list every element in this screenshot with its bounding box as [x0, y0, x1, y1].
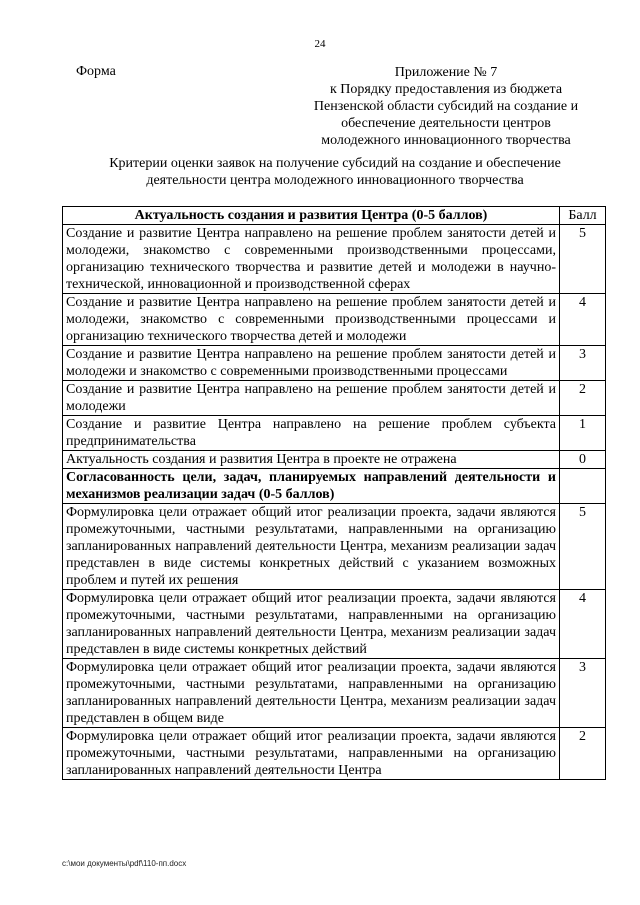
- criterion-score: 3: [560, 346, 606, 381]
- appendix-line: Пензенской области субсидий на создание и: [313, 99, 579, 114]
- criterion-text: Формулировка цели отражает общий итог реализации проекта, задачи являются промежуточными, частными результатами, направленными на организацию запланированных направлений деятельности Центра: [63, 728, 560, 780]
- table-row: [63, 294, 606, 346]
- criterion-text: Актуальность создания и развития Центра в проекте не отражена: [63, 451, 560, 469]
- appendix-line: молодежного инновационного творчества: [321, 133, 571, 148]
- criteria-table: [62, 206, 606, 780]
- page-number: 24: [314, 38, 326, 50]
- table-row: [63, 728, 606, 780]
- section-heading: Согласованность цели, задач, планируемых направлений деятельности и механизмов реализации задач (0-5 баллов): [63, 469, 560, 504]
- form-label: Форма: [76, 64, 116, 79]
- appendix-line: обеспечение деятельности центров: [341, 116, 551, 131]
- criterion-text: Создание и развитие Центра направлено на решение проблем занятости детей и молодежи, знакомство с современными производственными процессами, организацию технического творчества и развитие детей и молодежи в научно-технической, инновационной и производственной сферах: [63, 225, 560, 294]
- table-row: [63, 381, 606, 416]
- criterion-text: Формулировка цели отражает общий итог реализации проекта, задачи являются промежуточными, частными результатами, направленными на организацию запланированных направлений деятельности Центра, механизм реализации задач представлен в виде системы конкретных действий с указанием возможных проблем и путей их решения: [63, 504, 560, 590]
- criterion-score: 4: [560, 294, 606, 346]
- criterion-score: 2: [560, 381, 606, 416]
- table-row: [63, 504, 606, 590]
- criterion-score: 0: [560, 451, 606, 469]
- criterion-text: Создание и развитие Центра направлено на решение проблем занятости детей и молодежи: [63, 381, 560, 416]
- criterion-score: 2: [560, 728, 606, 780]
- criterion-text: Формулировка цели отражает общий итог реализации проекта, задачи являются промежуточными, частными результатами, направленными на организацию запланированных направлений деятельности Центра, механизм реализации задач представлен в общем виде: [63, 659, 560, 728]
- table-row: [63, 451, 606, 469]
- appendix-line: Приложение № 7: [394, 65, 498, 80]
- criterion-text: Создание и развитие Центра направлено на решение проблем занятости детей и молодежи и знакомство с современными производственными процессами: [63, 346, 560, 381]
- criterion-score: 1: [560, 416, 606, 451]
- table-row: [63, 346, 606, 381]
- criterion-text: Создание и развитие Центра направлено на решение проблем субъекта предпринимательства: [63, 416, 560, 451]
- criterion-text: Создание и развитие Центра направлено на решение проблем занятости детей и молодежи, знакомство с современными производственными процессами и организацию технического творчества детей и молодежи: [63, 294, 560, 346]
- appendix-reference: [296, 64, 596, 149]
- table-row: [63, 590, 606, 659]
- criterion-score: 4: [560, 590, 606, 659]
- table-row: [63, 225, 606, 294]
- appendix-line: к Порядку предоставления из бюджета: [329, 82, 563, 97]
- criterion-text: Формулировка цели отражает общий итог реализации проекта, задачи являются промежуточными, частными результатами, направленными на организацию запланированных направлений деятельности Центра, механизм реализации задач представлен в виде системы конкретных действий: [63, 590, 560, 659]
- criterion-score: 3: [560, 659, 606, 728]
- title-line: Критерии оценки заявок на получение субсидий на создание и обеспечение: [109, 156, 561, 171]
- section-heading: Актуальность создания и развития Центра (0-5 баллов): [63, 207, 560, 225]
- title-line: деятельности центра молодежного инновационного творчества: [146, 173, 524, 188]
- table-row: [63, 416, 606, 451]
- criterion-score: 5: [560, 504, 606, 590]
- document-title: [70, 155, 600, 189]
- score-column-header: Балл: [560, 207, 606, 225]
- table-row: [63, 659, 606, 728]
- empty-score-cell: [560, 469, 606, 504]
- section-header-consistency: [63, 469, 606, 504]
- file-path-footer: c:\мои документы\pdf\110-пп.docx: [62, 859, 187, 868]
- section-header-relevance: [63, 207, 606, 225]
- criterion-score: 5: [560, 225, 606, 294]
